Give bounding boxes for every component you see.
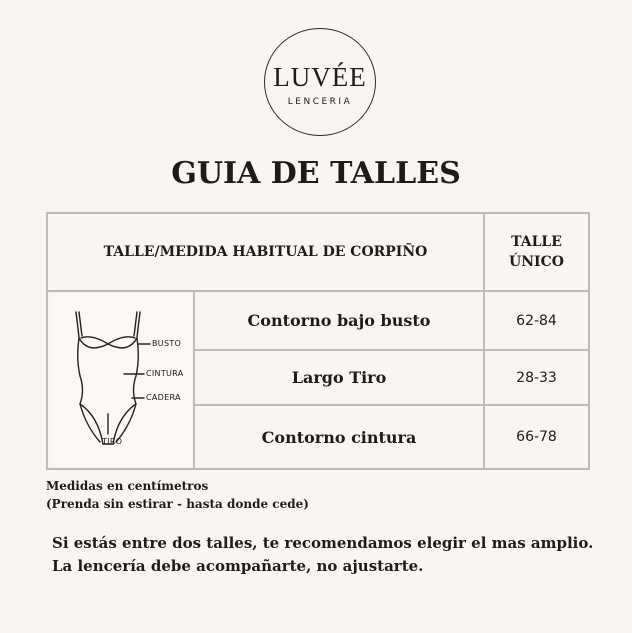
advice-line-2: La lencería debe acompañarte, no ajustarte.: [52, 557, 424, 575]
row-value-contorno-cintura: 66-78: [516, 429, 557, 445]
header-size-line1: TALLE: [511, 234, 562, 250]
brand-logo: [264, 28, 376, 136]
table-header-measure: TALLE/MEDIDA HABITUAL DE CORPIÑO: [103, 244, 428, 260]
row-label-contorno-cintura: Contorno cintura: [261, 427, 417, 447]
table-header-size: [485, 214, 588, 290]
label-cadera: CADERA: [146, 393, 181, 402]
label-cintura: CINTURA: [146, 369, 184, 378]
note-measuring: (Prenda sin estirar - hasta donde cede): [46, 497, 309, 511]
row-value-largo-tiro: 28-33: [516, 369, 557, 386]
page-title: GUIA DE TALLES: [171, 156, 461, 191]
note-units: Medidas en centímetros: [46, 479, 209, 493]
label-busto: BUSTO: [152, 339, 182, 348]
row-label-contorno-bajo-busto: Contorno bajo busto: [247, 311, 431, 330]
header-size-line2: ÚNICO: [509, 254, 564, 270]
bodysuit-illustration: [52, 294, 192, 466]
brand-subtitle: LENCERIA: [287, 97, 353, 107]
label-tiro: TIRO: [102, 437, 123, 446]
size-table: [46, 212, 590, 470]
row-label-largo-tiro: Largo Tiro: [291, 368, 387, 387]
brand-name: LUVÉE: [273, 62, 367, 92]
row-value-contorno-bajo-busto: 62-84: [516, 312, 557, 329]
advice-line-1: Si estás entre dos talles, te recomendamos elegir el mas amplio.: [52, 534, 594, 552]
